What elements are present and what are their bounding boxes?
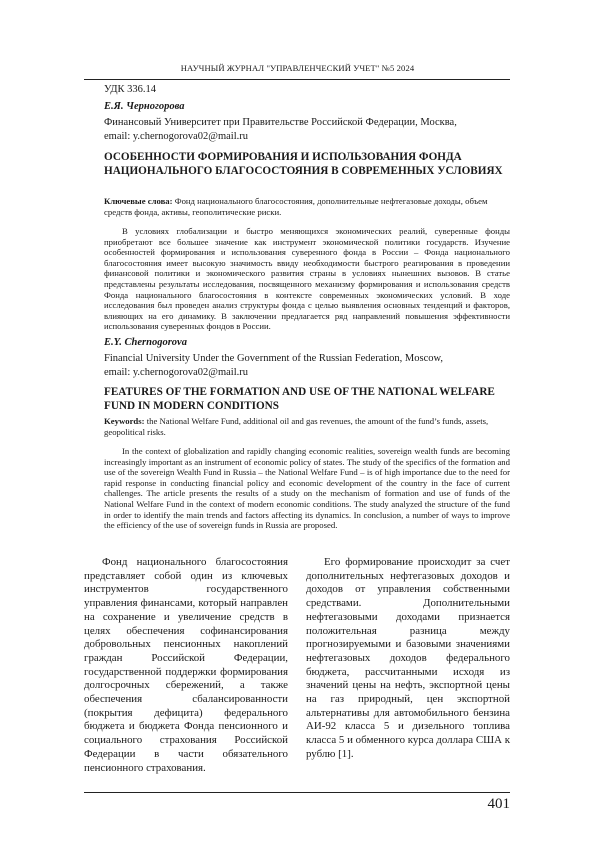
author-en: E.Y. Chernogorova [104, 337, 187, 348]
affiliation-ru [104, 116, 510, 144]
author-ru: Е.Я. Черногорова [104, 101, 185, 112]
body-column-right: Его формирование происходит за счет дополнительных нефтегазовых доходов и доходов от управления собственными средствами. Дополнительными нефтегазовыми доходами признается положительная разница между прогнозируемыми и базовыми значениями нефтегазовых доходов федерального бюджета, рассчитанными исходя из значений цены на нефть, экспортной цены на газ природный, цен экспортной альтернативы для автомобильного бензина АИ-92 класса 5 и дизельного топлива класса 5 и обменного курса доллара США к рублю [1]. [306, 556, 510, 760]
page-number: 401 [487, 796, 510, 812]
title-en: FEATURES OF THE FORMATION AND USE OF THE NATIONAL WELFARE FUND IN MODERN CONDITIONS [104, 386, 495, 412]
footer-rule [84, 792, 510, 793]
email-ru: email: y.chernogorova02@mail.ru [104, 131, 248, 142]
keywords-ru [104, 196, 510, 218]
keywords-en [104, 416, 510, 438]
abstract-ru: В условиях глобализации и быстро меняющихся экономических реалий, суверенные фонды приобретают все большее значение как инструмент экономической политики государств. Изучение особенностей формирования и использования суверенного фонда в России – Фонда национального благосостояния имеет высокую значимость ввиду необходимости быстрого реагирования в проведении финансовой политики и экономического развития страны в условиях нынешних вызовов. В статье представлены результаты исследования, посвященного механизму формирования и использования средств Фонда национального благосостояния в контексте современных экономических условий. В ходе исследования был проведен анализ структуры фонда с целью выявления основных тенденций и факторов, влияющих на его динамику. В заключении предлагается ряд направлений повышения эффективности использования суверенных фондов в России. [104, 226, 510, 332]
keywords-ru-text: Фонд национального благосостояния, дополнительные нефтегазовые доходы, объем средств фонда, активы, геополитические риски. [104, 196, 488, 217]
running-header: НАУЧНЫЙ ЖУРНАЛ "УПРАВЛЕНЧЕСКИЙ УЧЕТ" №5 2024 [180, 63, 415, 73]
udk-code: УДК 336.14 [104, 84, 157, 95]
affiliation-ru-line: Финансовый Университет при Правительстве Российской Федерации, Москва, [104, 117, 457, 128]
keywords-en-text: the National Welfare Fund, additional oil and gas revenues, the amount of the fund’s funds, assets, geopolitical risks. [104, 416, 489, 437]
keywords-en-label: Keywords: [104, 416, 145, 426]
keywords-ru-label: Ключевые слова: [104, 196, 173, 206]
abstract-en: In the context of globalization and rapidly changing economic realities, sovereign wealth funds are becoming increasingly important as an instrument of economic policy of states. The study of the specifics of the formation and use of the sovereign Wealth Fund in Russia – the National Welfare Fund – is of high importance due to the need for rapid response in conducting financial policy and economic development of the country in the face of current challenges. The article presents the results of a study on the mechanism of formation and use of funds of the National Welfare Fund in the context of modern economic conditions. The study analyzed the structure of the fund in order to identify the main trends and factors affecting its dynamics. In conclusion, a number of ways to improve the efficiency of the use of sovereign funds in Russia are proposed. [104, 446, 510, 531]
body-column-left: Фонд национального благосостояния представляет собой один из ключевых инструментов государственного управления финансами, который направлен на сохранение и увеличение средств в целях обеспечения софинансирования добровольных пенсионных накоплений граждан Российской Федерации, государственной поддержки формирования долгосрочных сбережений, а также обеспечения сбалансированности (покрытия дефицита) федерального бюджета и бюджета Фонда пенсионного и социального страхования Российской Федерации в части обязательного пенсионного страхования. [84, 556, 288, 774]
affiliation-en [104, 352, 510, 380]
title-ru: ОСОБЕННОСТИ ФОРМИРОВАНИЯ И ИСПОЛЬЗОВАНИЯ ФОНДА НАЦИОНАЛЬНОГО БЛАГОСОСТОЯНИЯ В СОВРЕМЕННЫХ УСЛОВИЯХ [104, 151, 503, 177]
email-en: email: y.chernogorova02@mail.ru [104, 367, 248, 378]
affiliation-en-line: Financial University Under the Government of the Russian Federation, Moscow, [104, 353, 444, 364]
header-rule [84, 79, 510, 80]
